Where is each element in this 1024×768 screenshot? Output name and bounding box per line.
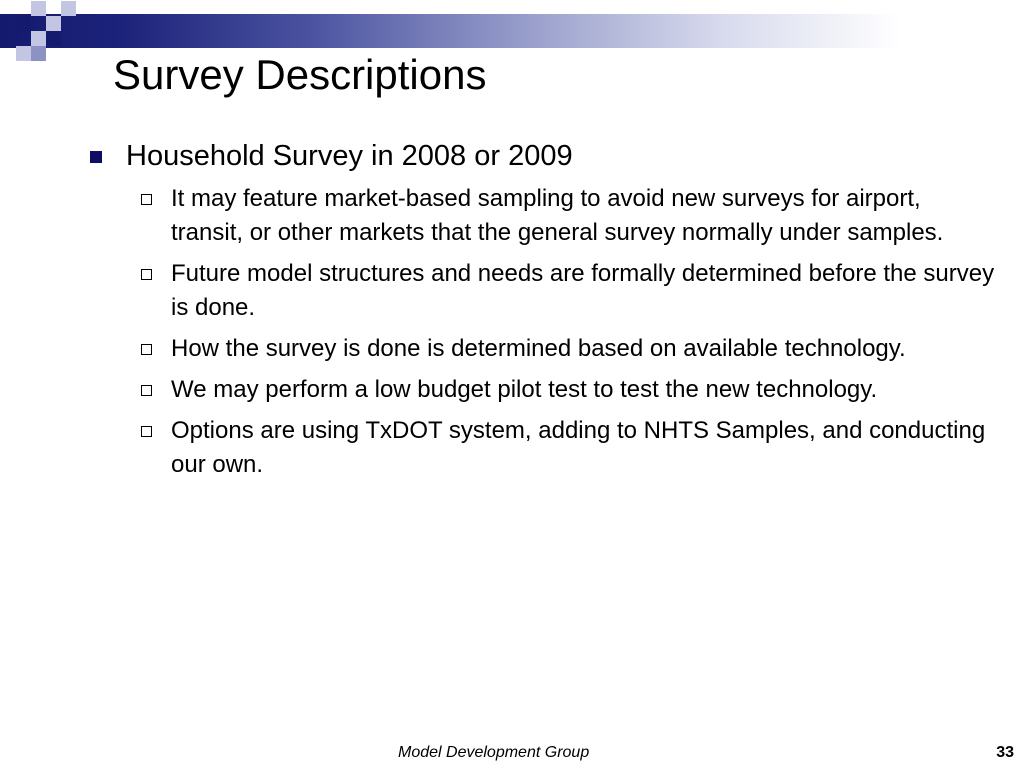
footer-group-name: Model Development Group xyxy=(398,744,590,761)
list-item xyxy=(137,373,997,407)
decor-square-light xyxy=(46,16,61,31)
sub-bullet-text: It may feature market-based sampling to avoid new surveys for airport, transit, or other markets that the general survey normally under samples. xyxy=(171,185,944,246)
sub-bullet-text: Options are using TxDOT system, adding to NHTS Samples, and conducting our own. xyxy=(171,417,986,478)
sub-bullet-text: How the survey is done is determined based on available technology. xyxy=(171,335,906,362)
decor-square-light xyxy=(16,46,31,61)
decor-square-light xyxy=(61,1,76,16)
sub-bullet-text: Future model structures and needs are formally determined before the survey is done. xyxy=(171,260,995,321)
list-item xyxy=(137,257,997,325)
filled-square-icon xyxy=(90,151,102,163)
sub-bullet-text: We may perform a low budget pilot test to test the new technology. xyxy=(171,376,878,403)
hollow-square-icon xyxy=(141,385,152,396)
list-item xyxy=(137,182,997,250)
header-gradient-bar xyxy=(0,14,1024,48)
slide-number: 33 xyxy=(996,744,1014,761)
sub-bullet-list xyxy=(137,182,997,489)
decor-square-dark xyxy=(16,16,31,31)
hollow-square-icon xyxy=(141,194,152,205)
hollow-square-icon xyxy=(141,344,152,355)
decor-square-mid xyxy=(31,46,46,61)
list-item xyxy=(137,332,997,366)
decor-square-light xyxy=(31,1,46,16)
hollow-square-icon xyxy=(141,426,152,437)
slide-title: Survey Descriptions xyxy=(113,51,487,98)
decor-square-light xyxy=(31,31,46,46)
list-item xyxy=(137,414,997,482)
hollow-square-icon xyxy=(141,269,152,280)
main-bullet-text: Household Survey in 2008 or 2009 xyxy=(126,140,573,172)
decor-square-dark xyxy=(46,31,61,46)
